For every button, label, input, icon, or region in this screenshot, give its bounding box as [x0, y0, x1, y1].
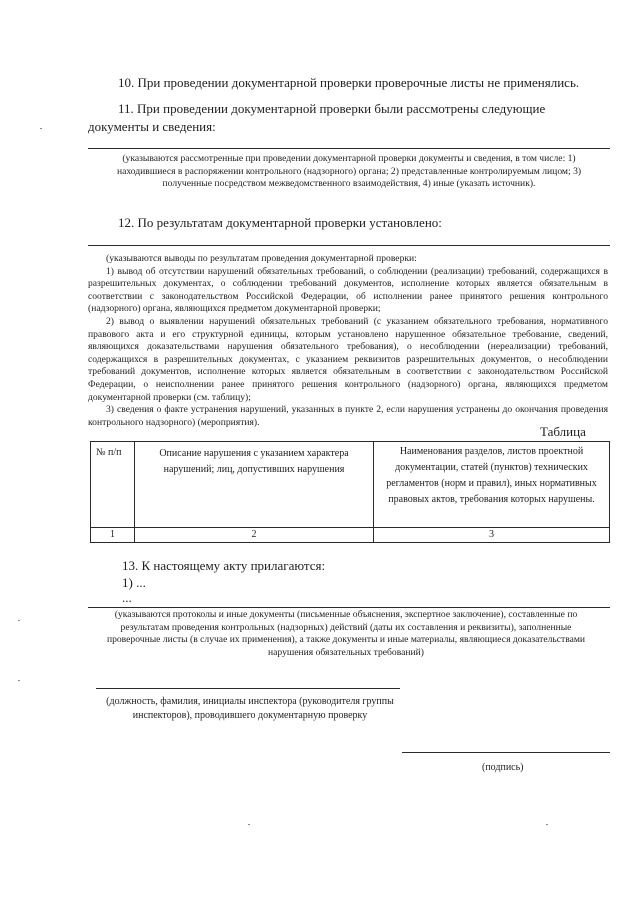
- index-cell-1: 1: [91, 528, 135, 543]
- section-13-note: (указываются протоколы и иные документы (письменные объяснения, экспертное заключение), составленные по результатам проведения контрольных (надзорных) действий (даты их составления и реквизиты), заполненные проверочные листы (в случае их применения), а также документы и иные материалы, являющиеся доказательствами нарушения обязательных требований): [106, 609, 586, 658]
- header-description: Описание нарушения с указанием характера нарушений; лиц, допустивших нарушения: [135, 442, 374, 528]
- scan-speck: [40, 128, 42, 129]
- section-10-text: 10. При проведении документарной проверки проверочные листы не применялись.: [118, 75, 580, 90]
- section-13-answer-line: [88, 607, 610, 608]
- section-12-answer-line: [88, 245, 610, 246]
- inspector-note: (должность, фамилия, инициалы инспектора (руководителя группы инспекторов), проводившего документарную проверку: [106, 696, 394, 721]
- section-13-item-1: 1) ...: [122, 575, 146, 590]
- section-13-ellipsis: ...: [122, 590, 132, 605]
- table-caption: Таблица: [540, 424, 586, 439]
- section-11-text: 11. При проведении документарной проверки были рассмотрены следующие документы и сведения:: [88, 101, 546, 134]
- section-13-text: 13. К настоящему акту прилагаются:: [122, 558, 326, 573]
- section-12-note: [88, 253, 608, 429]
- table-index-row: [91, 528, 610, 543]
- scan-speck: [18, 620, 20, 621]
- scan-speck: [18, 680, 20, 681]
- section-12-note-item-1: 1) вывод об отсутствии нарушений обязательных требований, о соблюдении (реализации) требований, содержащихся в разрешительных документах, о соблюдении требований документов, исполнение которых является обязательным в соответствии с законодательством Российской Федерации, об исполнении ранее принятого решения контрольного (надзорного) органа, являющихся предметом документарной проверки;: [88, 265, 608, 315]
- header-requirements: Наименования разделов, листов проектной документации, статей (пунктов) технических регламентов (норм и правил), иных нормативных правовых актов, требования которых нарушены.: [374, 442, 610, 528]
- signature-label: (подпись): [482, 762, 524, 773]
- section-12-note-item-3: 3) сведения о факте устранения нарушений, указанных в пункте 2, если нарушения устранены до окончания проведения контрольного надзорного) (мероприятия).: [88, 404, 608, 428]
- inspector-line: [96, 688, 400, 689]
- section-12-note-item-2: 2) вывод о выявлении нарушений обязательных требований (с указанием обязательного требования, нормативного правового акта и его структурной единицы, которым установлено нарушенное обязательное требование, сведений, являющихся доказательствами нарушения обязательного требования), о несоблюдении (нереализации) требований, содержащихся в разрешительных документах, с указанием реквизитов разрешительных документов, о несоблюдении требований документов, исполнение которых является обязательным в соответствии с законодательством Российской Федерации, о неисполнении ранее принятого решения контрольного (надзорного) органа, являющихся предметом документарной проверки (см. таблицу);: [88, 315, 608, 403]
- index-cell-2: 2: [135, 528, 374, 543]
- scan-speck: [546, 824, 548, 825]
- table-header-row: [91, 442, 610, 528]
- violations-table: [90, 441, 610, 543]
- section-11-note: (указываются рассмотренные при проведении документарной проверки документы и сведения, в том числе: 1) находившиеся в распоряжении контрольного (надзорного) органа; 2) представленные контролируемым лицом; 3) полученные посредством межведомственного взаимодействия, 4) иные (указать источник).: [116, 153, 582, 190]
- section-11-answer-line: [88, 148, 610, 149]
- section-12-text: 12. По результатам документарной проверки установлено:: [118, 215, 442, 230]
- signature-line: [402, 752, 610, 753]
- header-number: № п/п: [91, 442, 135, 528]
- section-12-note-intro: (указываются выводы по результатам проведения документарной проверки:: [106, 253, 417, 264]
- scan-speck: [248, 824, 250, 825]
- index-cell-3: 3: [374, 528, 610, 543]
